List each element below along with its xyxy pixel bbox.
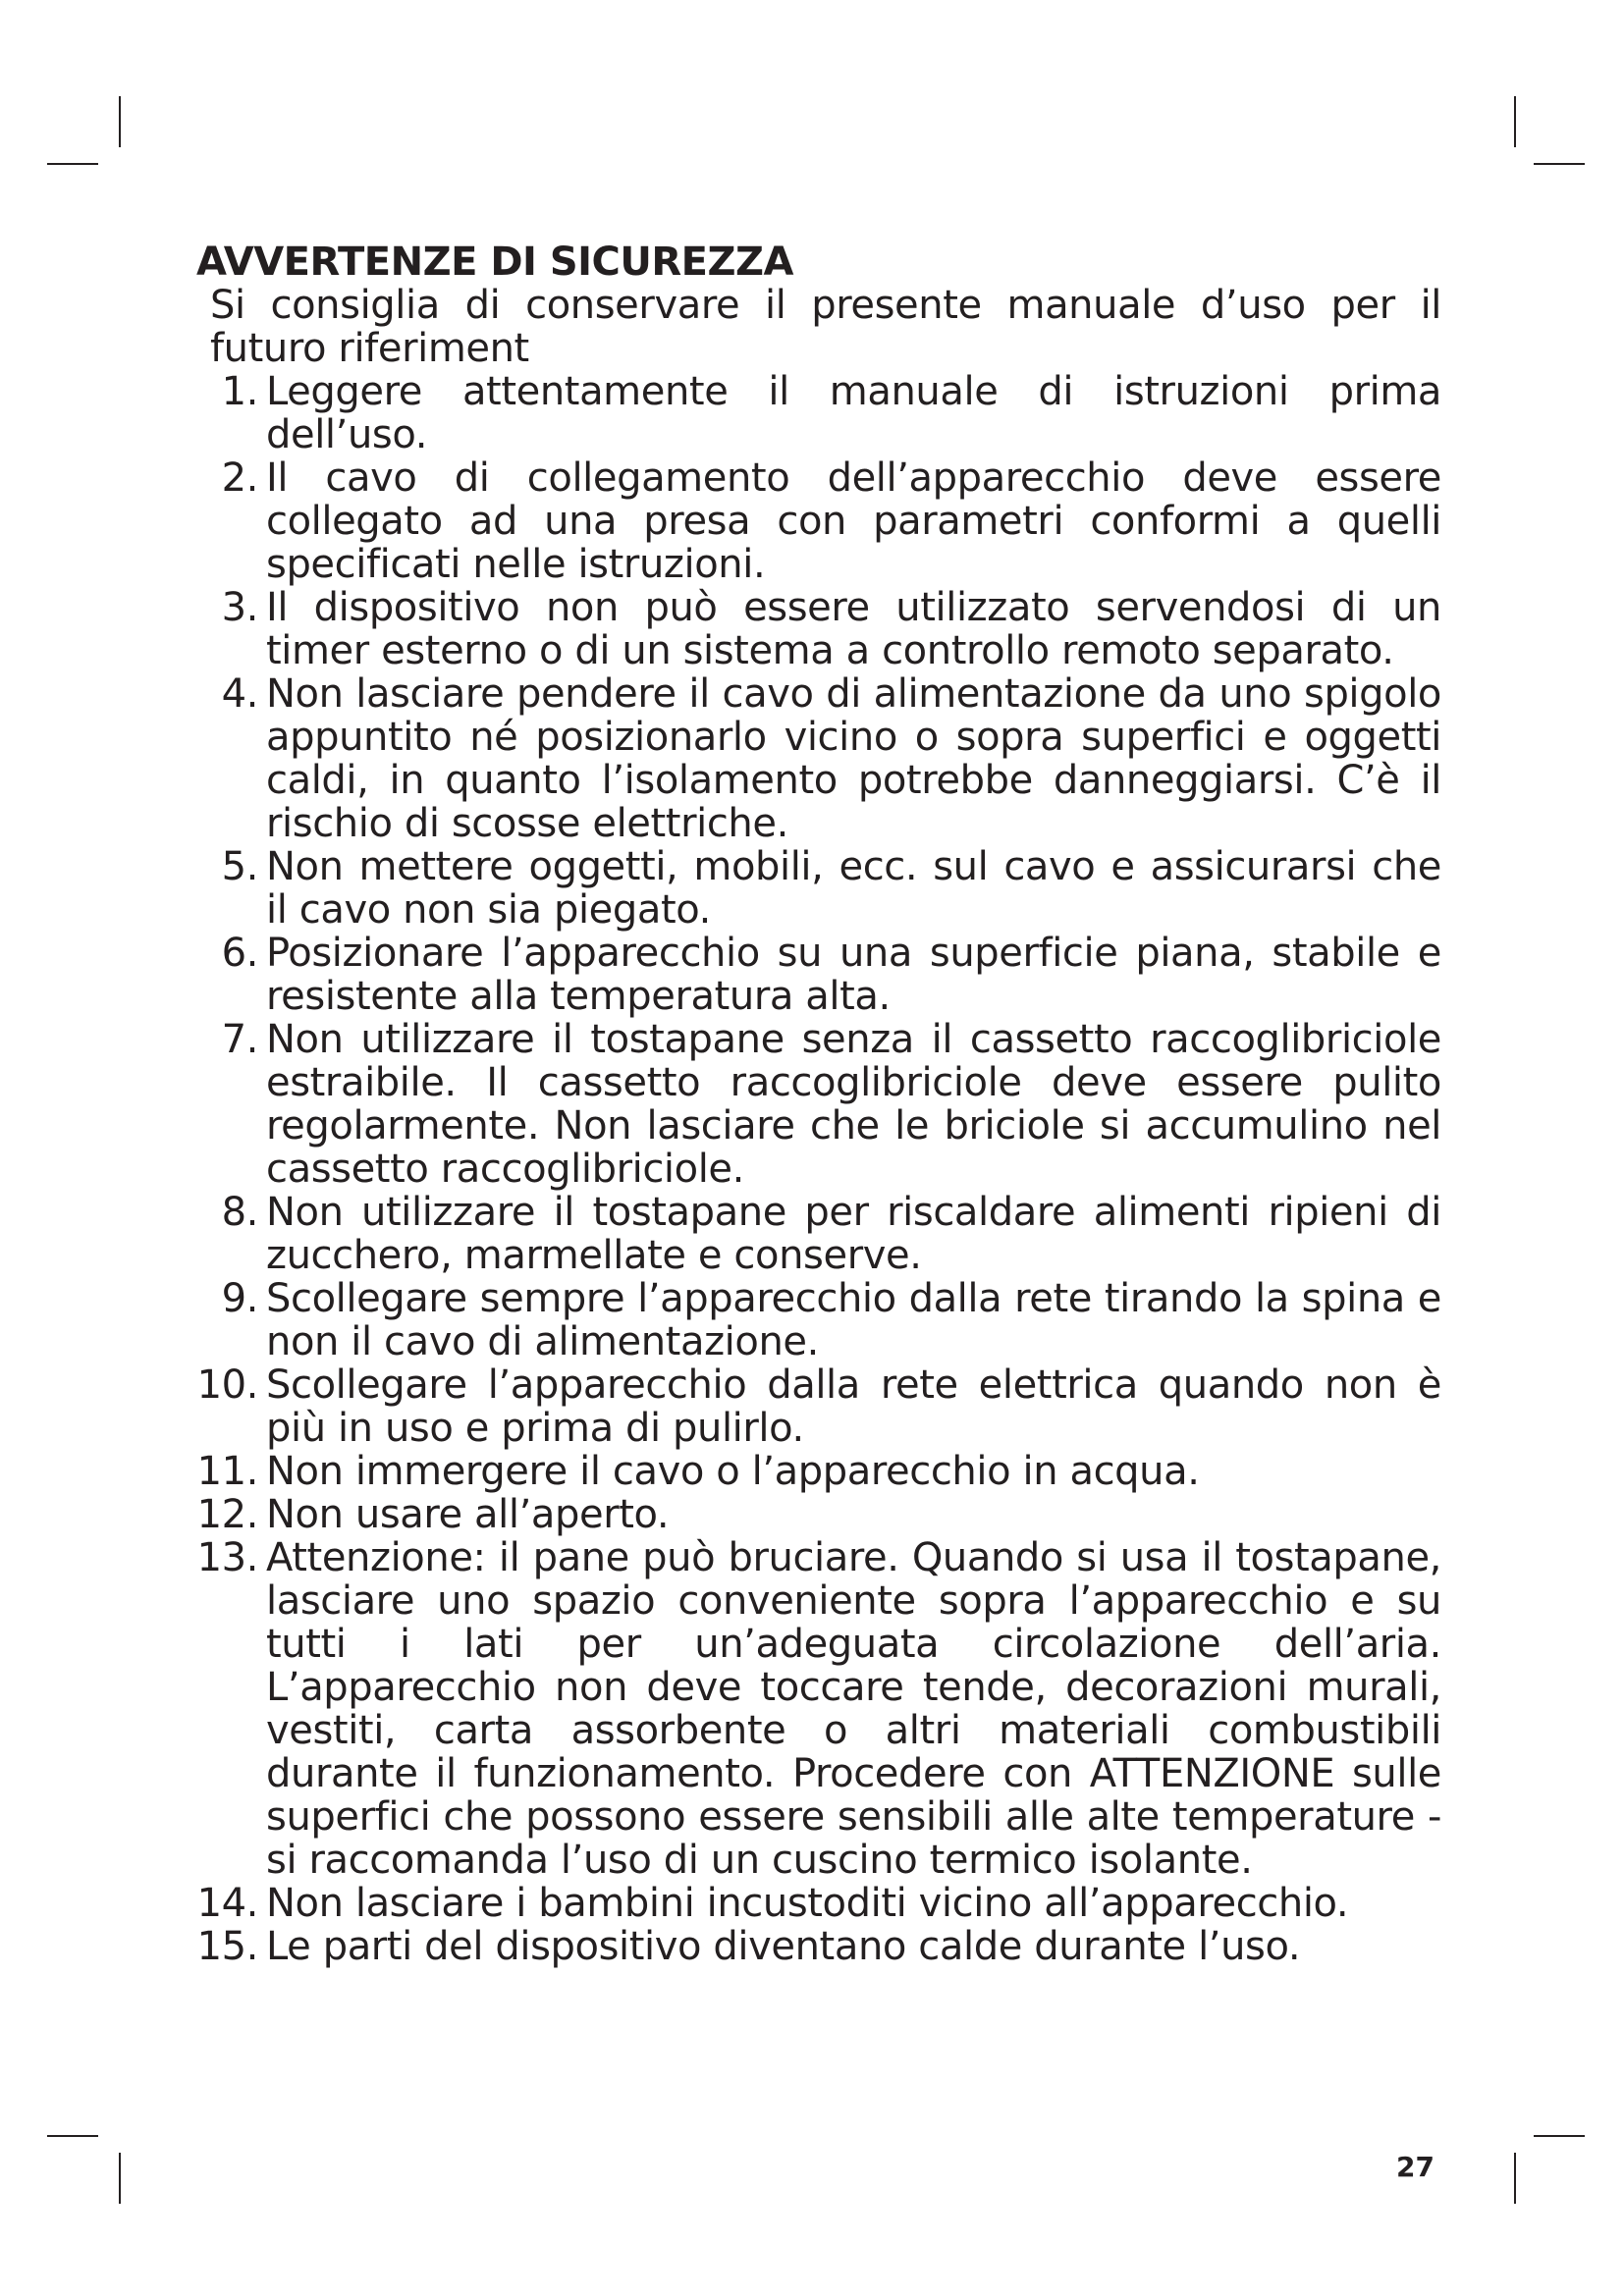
safety-warnings-section	[196, 240, 1441, 1968]
list-item-text: Non lasciare i bambini incustoditi vicino all’apparecchio.	[266, 1881, 1349, 1926]
list-item-number: 1.	[221, 369, 258, 414]
list-item-number: 13.	[196, 1535, 258, 1580]
section-title: AVVERTENZE DI SICUREZZA	[196, 240, 793, 285]
list-item	[196, 1191, 1441, 1277]
crop-mark-bottom-left-horizontal	[47, 2135, 98, 2137]
list-item	[196, 1450, 1441, 1493]
list-item	[196, 1277, 1441, 1363]
intro-paragraph: Si consiglia di conservare il presente manuale d’uso per il futuro riferiment	[210, 283, 1441, 371]
list-item-text: Non utilizzare il tostapane senza il cassetto raccoglibriciole estraibile. Il cassetto raccoglibriciole deve essere pulito regolarmente. Non lasciare che le briciole si accumulino nel cassetto raccoglibriciole.	[266, 1017, 1441, 1192]
list-item-text: Attenzione: il pane può bruciare. Quando si usa il tostapane, lasciare uno spazio conveniente sopra l’apparecchio e su tutti i lati per un’adeguata circolazione dell’aria. L’apparecchio non deve toccare tende, decorazioni murali, vestiti, carta assorbente o altri materiali combustibili durante il funzionamento. Procedere con ATTENZIONE sulle superfici che possono essere sensibili alle alte temperature - si raccomanda l’uso di un cuscino termico isolante.	[266, 1535, 1441, 1883]
list-item-number: 5.	[221, 844, 258, 889]
list-item-number: 3.	[221, 585, 258, 630]
list-item-number: 8.	[221, 1190, 258, 1235]
list-item-text: Non utilizzare il tostapane per riscaldare alimenti ripieni di zucchero, marmellate e conserve.	[266, 1190, 1441, 1278]
list-item-text: Posizionare l’apparecchio su una superficie piana, stabile e resistente alla temperatura alta.	[266, 931, 1441, 1019]
crop-mark-top-left-horizontal	[47, 163, 98, 165]
list-item	[196, 845, 1441, 932]
list-item-number: 12.	[196, 1492, 258, 1537]
list-item	[196, 1925, 1441, 1968]
list-item	[196, 1018, 1441, 1191]
list-item-number: 11.	[196, 1449, 258, 1494]
list-item	[196, 932, 1441, 1018]
crop-mark-top-right-horizontal	[1534, 163, 1585, 165]
list-item-number: 2.	[221, 455, 258, 501]
list-item	[196, 1363, 1441, 1450]
list-item	[196, 370, 1441, 456]
list-item	[196, 586, 1441, 672]
list-item-text: Il cavo di collegamento dell’apparecchio deve essere collegato ad una presa con parametri conformi a quelli specificati nelle istruzioni.	[266, 455, 1441, 587]
list-item-number: 7.	[221, 1017, 258, 1062]
list-item-number: 14.	[196, 1881, 258, 1926]
list-item-text: Non lasciare pendere il cavo di alimentazione da uno spigolo appuntito né posizionarlo vicino o sopra superfici e oggetti caldi, in quanto l’isolamento potrebbe danneggiarsi. C’è il rischio di scosse elettriche.	[266, 671, 1441, 846]
warnings-list	[196, 370, 1441, 1968]
list-item	[196, 1536, 1441, 1882]
list-item-text: Non mettere oggetti, mobili, ecc. sul cavo e assicurarsi che il cavo non sia piegato.	[266, 844, 1441, 933]
list-item-number: 10.	[196, 1362, 258, 1408]
list-item-text: Leggere attentamente il manuale di istruzioni prima dell’uso.	[266, 369, 1441, 457]
list-item-text: Il dispositivo non può essere utilizzato servendosi di un timer esterno o di un sistema a controllo remoto separato.	[266, 585, 1441, 673]
list-item-number: 9.	[221, 1276, 258, 1321]
list-item	[196, 1882, 1441, 1925]
list-item-text: Non immergere il cavo o l’apparecchio in acqua.	[266, 1449, 1200, 1494]
crop-mark-bottom-right-horizontal	[1534, 2135, 1585, 2137]
list-item-text: Scollegare sempre l’apparecchio dalla rete tirando la spina e non il cavo di alimentazione.	[266, 1276, 1441, 1364]
list-item-text: Le parti del dispositivo diventano calde durante l’uso.	[266, 1924, 1301, 1969]
crop-mark-top-right-vertical	[1514, 96, 1516, 147]
crop-mark-top-left-vertical	[119, 96, 121, 147]
list-item	[196, 672, 1441, 845]
crop-mark-bottom-right-vertical	[1514, 2153, 1516, 2204]
list-item	[196, 456, 1441, 586]
list-item-number: 6.	[221, 931, 258, 976]
list-item-text: Scollegare l’apparecchio dalla rete elettrica quando non è più in uso e prima di pulirlo.	[266, 1362, 1441, 1451]
list-item-number: 4.	[221, 671, 258, 717]
list-item-number: 15.	[196, 1924, 258, 1969]
list-item-text: Non usare all’aperto.	[266, 1492, 670, 1537]
page-number: 27	[1396, 2151, 1435, 2183]
crop-mark-bottom-left-vertical	[119, 2153, 121, 2204]
list-item	[196, 1493, 1441, 1536]
